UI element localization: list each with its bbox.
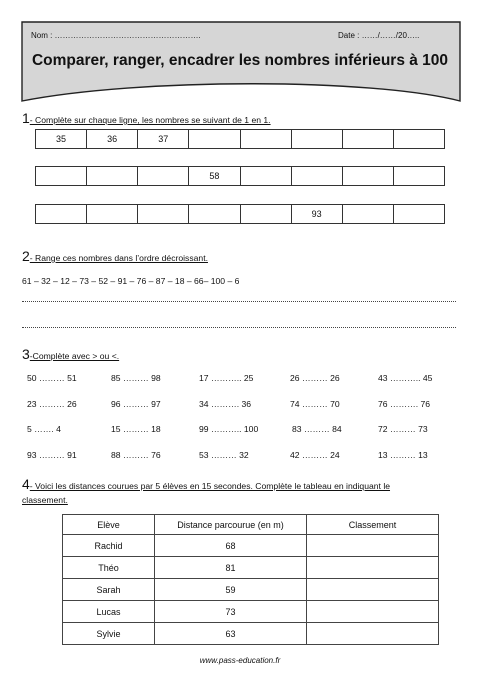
section-3-instruction: -Complète avec > ou <. bbox=[29, 351, 120, 361]
distance-table bbox=[62, 514, 439, 645]
grid-cell[interactable]: 37 bbox=[138, 130, 189, 149]
grid-cell[interactable]: 93 bbox=[291, 205, 342, 224]
student-name: Rachid bbox=[63, 535, 155, 557]
comparison-item[interactable]: 88 ……… 76 bbox=[111, 450, 161, 460]
grid-cell[interactable] bbox=[291, 130, 342, 149]
grid-cell[interactable]: 35 bbox=[36, 130, 87, 149]
section-1-number: 1 bbox=[22, 110, 30, 126]
answer-line[interactable] bbox=[22, 327, 456, 328]
grid-cell[interactable] bbox=[138, 205, 189, 224]
student-name: Lucas bbox=[63, 601, 155, 623]
grid-cell[interactable] bbox=[240, 205, 291, 224]
grid-cell[interactable] bbox=[393, 205, 444, 224]
comparison-item[interactable]: 72 ……… 73 bbox=[378, 424, 428, 434]
column-header: Distance parcourue (en m) bbox=[155, 515, 307, 535]
section-1-instruction: - Complète sur chaque ligne, les nombres se suivant de 1 en 1. bbox=[29, 115, 271, 125]
grid-cell[interactable] bbox=[393, 167, 444, 186]
distance-value: 68 bbox=[155, 535, 307, 557]
rank-cell[interactable] bbox=[307, 557, 439, 579]
grid-cell[interactable] bbox=[393, 130, 444, 149]
numbers-to-sort: 61 – 32 – 12 – 73 – 52 – 91 – 76 – 87 – 18 – 66– 100 – 6 bbox=[22, 276, 240, 286]
grid-cell[interactable] bbox=[189, 130, 240, 149]
number-grid-2 bbox=[35, 166, 445, 186]
table-row bbox=[63, 623, 439, 645]
section-4-heading bbox=[22, 476, 390, 494]
footer-website: www.pass-education.fr bbox=[199, 656, 281, 665]
section-2-number: 2 bbox=[22, 248, 30, 264]
section-4-instruction: - Voici les distances courues par 5 élèves en 15 secondes. Complète le tableau en indiquant le bbox=[29, 481, 391, 491]
page-title: Comparer, ranger, encadrer les nombres inférieurs à 100 bbox=[31, 52, 449, 69]
grid-cell[interactable] bbox=[291, 167, 342, 186]
column-header: Elève bbox=[63, 515, 155, 535]
grid-cell[interactable] bbox=[87, 167, 138, 186]
grid-cell[interactable] bbox=[36, 205, 87, 224]
grid-cell[interactable] bbox=[240, 130, 291, 149]
name-field[interactable]: Nom : ………………………………………………. bbox=[31, 31, 201, 40]
grid-cell[interactable] bbox=[138, 167, 189, 186]
comparison-item[interactable]: 17 ……….. 25 bbox=[199, 373, 254, 383]
comparison-item[interactable]: 76 ………. 76 bbox=[378, 399, 431, 409]
grid-cell[interactable] bbox=[189, 205, 240, 224]
distance-value: 59 bbox=[155, 579, 307, 601]
grid-cell[interactable]: 58 bbox=[189, 167, 240, 186]
table-row bbox=[63, 601, 439, 623]
date-field[interactable]: Date : ……/……/20….. bbox=[338, 31, 420, 40]
rank-cell[interactable] bbox=[307, 535, 439, 557]
comparison-item[interactable]: 83 ……… 84 bbox=[292, 424, 342, 434]
distance-value: 73 bbox=[155, 601, 307, 623]
column-header: Classement bbox=[307, 515, 439, 535]
comparison-item[interactable]: 85 ……… 98 bbox=[111, 373, 161, 383]
comparison-item[interactable]: 74 ……… 70 bbox=[290, 399, 340, 409]
comparison-item[interactable]: 99 ……….. 100 bbox=[199, 424, 259, 434]
comparison-item[interactable]: 96 ……… 97 bbox=[111, 399, 161, 409]
number-grid-3 bbox=[35, 204, 445, 224]
grid-cell[interactable] bbox=[240, 167, 291, 186]
number-grid-1 bbox=[35, 129, 445, 149]
comparison-item[interactable]: 50 ……… 51 bbox=[27, 373, 77, 383]
comparison-item[interactable]: 93 ……… 91 bbox=[27, 450, 77, 460]
section-3-number: 3 bbox=[22, 346, 30, 362]
grid-cell[interactable] bbox=[342, 130, 393, 149]
distance-value: 63 bbox=[155, 623, 307, 645]
table-row bbox=[63, 557, 439, 579]
distance-value: 81 bbox=[155, 557, 307, 579]
table-row bbox=[63, 535, 439, 557]
section-3-heading bbox=[22, 346, 119, 364]
answer-line[interactable] bbox=[22, 301, 456, 302]
rank-cell[interactable] bbox=[307, 601, 439, 623]
table-row bbox=[63, 579, 439, 601]
comparison-item[interactable]: 5 ……. 4 bbox=[27, 424, 61, 434]
grid-cell[interactable]: 36 bbox=[87, 130, 138, 149]
section-4-instruction-cont: classement. bbox=[22, 495, 68, 505]
student-name: Sylvie bbox=[63, 623, 155, 645]
grid-cell[interactable] bbox=[87, 205, 138, 224]
comparison-item[interactable]: 13 ……… 13 bbox=[378, 450, 428, 460]
comparison-item[interactable]: 34 ………. 36 bbox=[199, 399, 252, 409]
section-1-heading bbox=[22, 110, 271, 128]
rank-cell[interactable] bbox=[307, 579, 439, 601]
student-name: Théo bbox=[63, 557, 155, 579]
grid-cell[interactable] bbox=[342, 167, 393, 186]
comparison-item[interactable]: 53 ……… 32 bbox=[199, 450, 249, 460]
comparison-item[interactable]: 15 ……… 18 bbox=[111, 424, 161, 434]
grid-cell[interactable] bbox=[36, 167, 87, 186]
grid-cell[interactable] bbox=[342, 205, 393, 224]
section-2-heading bbox=[22, 248, 208, 266]
comparison-item[interactable]: 43 ……….. 45 bbox=[378, 373, 433, 383]
comparison-item[interactable]: 42 ……… 24 bbox=[290, 450, 340, 460]
comparison-item[interactable]: 26 ……… 26 bbox=[290, 373, 340, 383]
comparison-item[interactable]: 23 ……… 26 bbox=[27, 399, 77, 409]
section-4-number: 4 bbox=[22, 476, 30, 492]
section-2-instruction: - Range ces nombres dans l’ordre décroissant. bbox=[29, 253, 208, 263]
student-name: Sarah bbox=[63, 579, 155, 601]
rank-cell[interactable] bbox=[307, 623, 439, 645]
